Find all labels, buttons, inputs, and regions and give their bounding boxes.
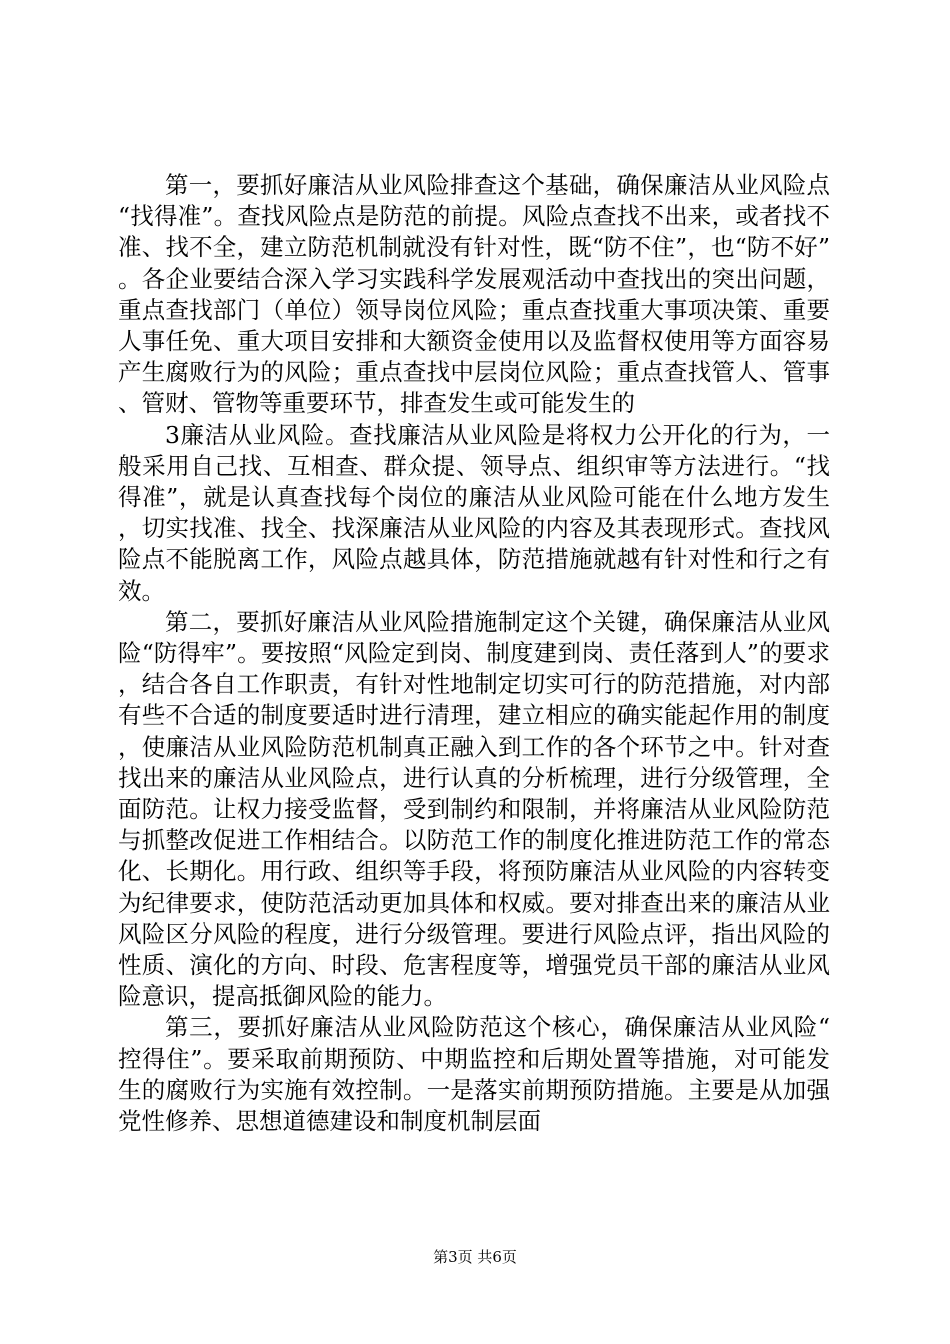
page-number: 第3页 bbox=[433, 1248, 473, 1266]
paragraph-2: 3廉洁从业风险。查找廉洁从业风险是将权力公开化的行为，一般采用自己找、互相查、群众提、领导点、组织审等方法进行。“找得准”，就是认真查找每个岗位的廉洁从业风险可能在什么地方发生，切实找准、找全、找深廉洁从业风险的内容及其表现形式。查找风险点不能脱离工作，风险点越具体，防范措施就越有针对性和行之有效。 bbox=[118, 420, 830, 605]
page-footer bbox=[0, 1247, 950, 1267]
paragraph-4: 第三，要抓好廉洁从业风险防范这个核心，确保廉洁从业风险“控得住”。要采取前期预防、中期监控和后期处置等措施，对可能发生的腐败行为实施有效控制。一是落实前期预防措施。主要是从加强党性修养、思想道德建设和制度机制层面 bbox=[118, 1013, 830, 1136]
page-total: 共6页 bbox=[477, 1248, 517, 1266]
document-body bbox=[118, 170, 830, 1137]
paragraph-1: 第一，要抓好廉洁从业风险排查这个基础，确保廉洁从业风险点“找得准”。查找风险点是防范的前提。风险点查找不出来，或者找不准、找不全，建立防范机制就没有针对性，既“防不住”，也“防不好”。各企业要结合深入学习实践科学发展观活动中查找出的突出问题，重点查找部门（单位）领导岗位风险；重点查找重大事项决策、重要人事任免、重大项目安排和大额资金使用以及监督权使用等方面容易产生腐败行为的风险；重点查找中层岗位风险；重点查找管人、管事、管财、管物等重要环节，排查发生或可能发生的 bbox=[118, 171, 830, 418]
paragraph-3: 第二，要抓好廉洁从业风险措施制定这个关键，确保廉洁从业风险“防得牢”。要按照“风险定到岗、制度建到岗、责任落到人”的要求，结合各自工作职责，有针对性地制定切实可行的防范措施，对内部有些不合适的制度要适时进行清理，建立相应的确实能起作用的制度，使廉洁从业风险防范机制真正融入到工作的各个环节之中。针对查找出来的廉洁从业风险点，进行认真的分析梳理，进行分级管理，全面防范。让权力接受监督，受到制约和限制，并将廉洁从业风险防范与抓整改促进工作相结合。以防范工作的制度化推进防范工作的常态化、长期化。用行政、组织等手段，将预防廉洁从业风险的内容转变为纪律要求，使防范活动更加具体和权威。要对排查出来的廉洁从业风险区分风险的程度，进行分级管理。要进行风险点评，指出风险的性质、演化的方向、时段、危害程度等，增强党员干部的廉洁从业风险意识，提高抵御风险的能力。 bbox=[118, 607, 830, 1011]
